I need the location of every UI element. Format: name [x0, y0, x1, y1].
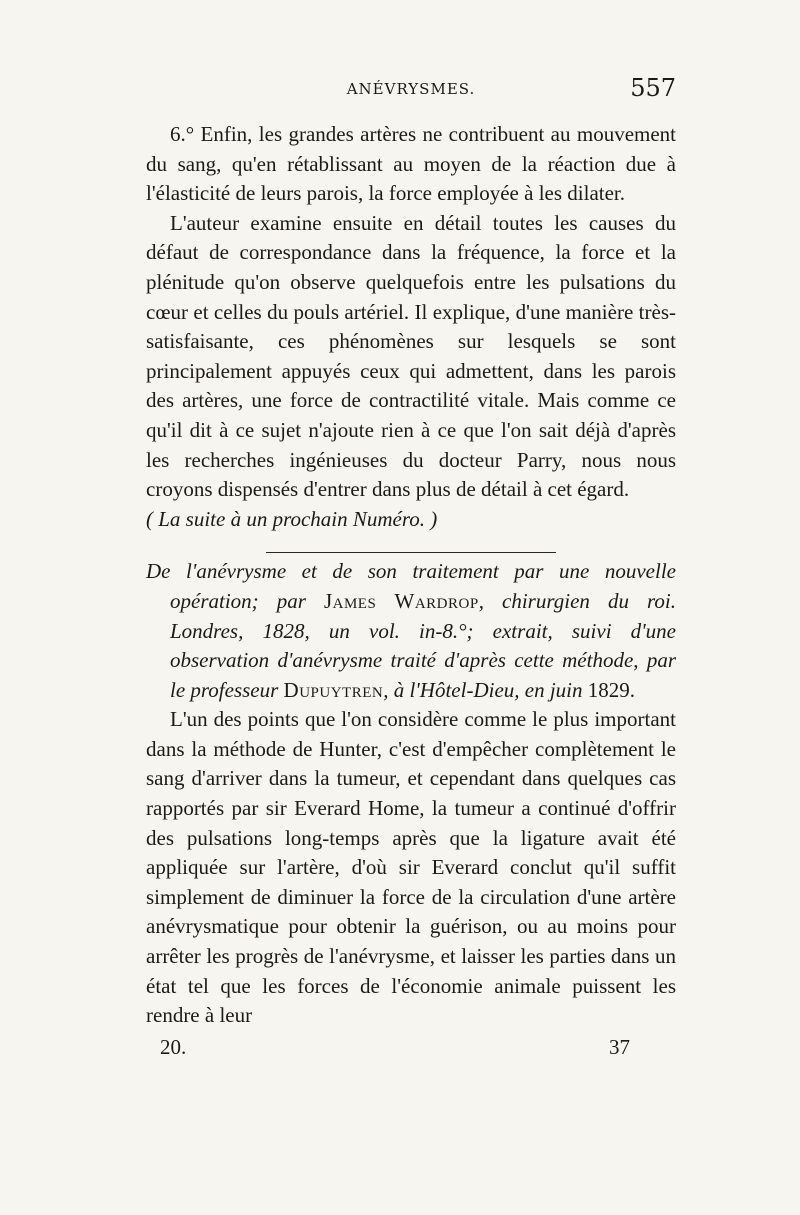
- continuation-note: ( La suite à un prochain Numéro. ): [146, 506, 438, 531]
- page-body: [146, 120, 676, 1031]
- page-number: 557: [630, 74, 676, 102]
- author-name: James Wardrop: [323, 588, 479, 613]
- section-divider: [266, 552, 556, 553]
- article-title-part-2: , chirurgien du roi. Londres, 1828, un vol. in-8.°; extrait, suivi d'une observation d'anévrysme traité d'après cette méthode, par le professeur: [170, 588, 677, 702]
- article-title-part-3: , à l'Hôtel-Dieu, en juin: [383, 677, 588, 702]
- paragraph-3: L'un des points que l'on considère comme le plus important dans la méthode de Hunter, c'est d'empêcher complètement le sang d'arriver dans la tumeur, et cependant dans quelques cas rapportés par sir Everard Home, la tumeur a continué d'offrir des pulsations long-temps après que la ligature avait été appliquée sur l'artère, d'où sir Everard conclut qu'il suffit simplement de diminuer la force de la circulation d'une artère anévrysmatique pour obtenir la guérison, ou au moins pour arrêter les progrès de l'anévrysme, et laisser les parties dans un état tel que les forces de l'économie animale puissent les rendre à leur: [146, 707, 676, 1028]
- signature-mark: 20.: [160, 1035, 187, 1059]
- item-number: 6.°: [170, 122, 195, 146]
- running-title: ANÉVRYSMES.: [346, 80, 476, 98]
- paragraph-1-text: Enfin, les grandes artères ne contribuent au mouvement du sang, qu'en rétablissant au moyen de la réaction due à l'élasticité de leurs parois, la force employée à les dilater.: [146, 122, 677, 206]
- sheet-number: 37: [609, 1035, 630, 1059]
- paragraph-2: L'auteur examine ensuite en détail toutes les causes du défaut de correspondance dans la fréquence, la force et la plénitude qu'on observe quelquefois entre les pulsations du cœur et celles du pouls artériel. Il explique, d'une manière très-satisfaisante, ces phénomènes sur lesquels se sont principalement appuyés ceux qui admettent, dans les parois des artères, une force de contractilité vitale. Mais comme ce qu'il dit à ce sujet n'ajoute rien à ce que l'on sait déjà d'après les recherches ingénieuses du docteur Parry, nous nous croyons dispensés d'entrer dans plus de détail à cet égard.: [146, 210, 676, 502]
- article-heading: [146, 557, 676, 705]
- paragraph-1: [146, 120, 676, 209]
- article-title-part-1: De l'anévrysme et de son traitement par une nouvelle opération; par: [146, 559, 676, 613]
- professor-name: Dupuytren: [283, 677, 384, 702]
- article-year: 1829.: [587, 677, 636, 702]
